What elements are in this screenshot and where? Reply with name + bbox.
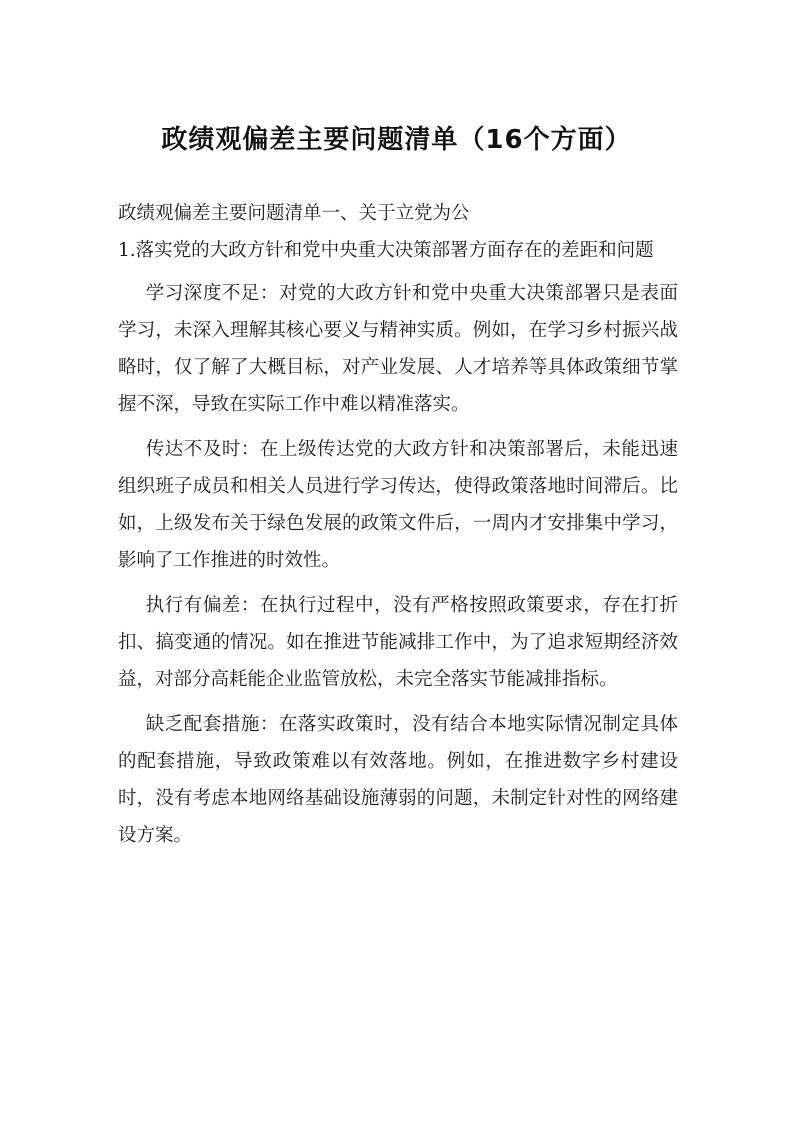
- paragraph: 执行有偏差：在执行过程中，没有严格按照政策要求，存在打折扣、搞变通的情况。如在推进节能减排工作中，为了追求短期经济效益，对部分高耗能企业监管放松，未完全落实节能减排指标。: [118, 595, 678, 690]
- paragraph: 学习深度不足：对党的大政方针和党中央重大决策部署只是表面学习，未深入理解其核心要义与精神实质。例如，在学习乡村振兴战略时，仅了解了大概目标，对产业发展、人才培养等具体政策细节掌握不深，导致在实际工作中难以精准落实。: [118, 283, 678, 415]
- document-body: [118, 195, 678, 854]
- subheading: 1.落实党的大政方针和党中央重大决策部署方面存在的差距和问题: [118, 240, 654, 261]
- section-heading: 政绩观偏差主要问题清单一、关于立党为公: [118, 203, 470, 224]
- document-title: 政绩观偏差主要问题清单（16个方面）: [161, 125, 632, 155]
- paragraph: 传达不及时：在上级传达党的大政方针和决策部署后，未能迅速组织班子成员和相关人员进行学习传达，使得政策落地时间滞后。比如，上级发布关于绿色发展的政策文件后，一周内才安排集中学习，影响了工作推进的时效性。: [118, 439, 678, 571]
- paragraph: 缺乏配套措施：在落实政策时，没有结合本地实际情况制定具体的配套措施，导致政策难以有效落地。例如，在推进数字乡村建设时，没有考虑本地网络基础设施薄弱的问题，未制定针对性的网络建设方案。: [118, 714, 678, 846]
